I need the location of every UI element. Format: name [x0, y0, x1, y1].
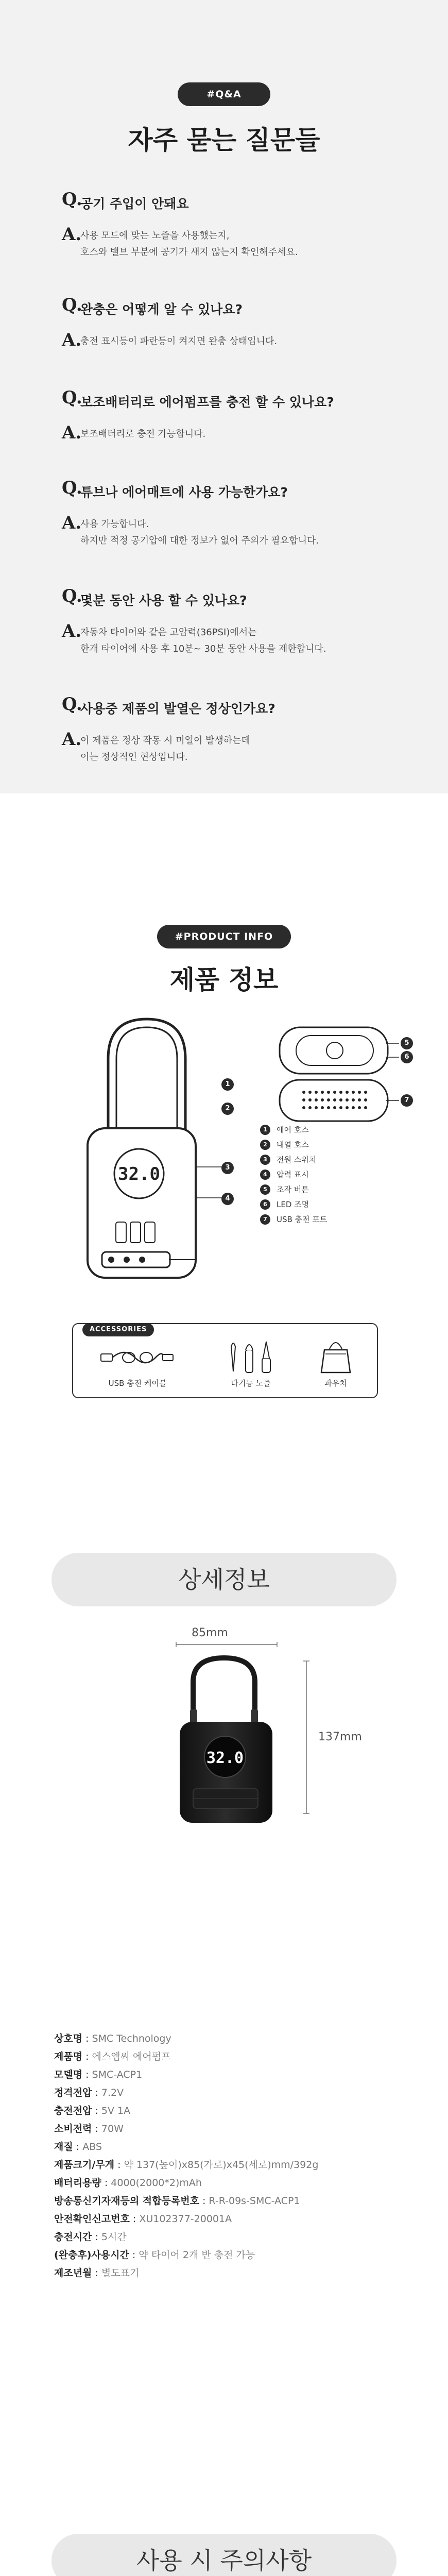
- callout-badge: 5: [401, 1037, 413, 1049]
- faq-answer: 이 제품은 정상 작동 시 미열이 발생하는데 이는 정상적인 현상입니다.: [80, 735, 250, 762]
- parts-legend-item: [260, 1152, 327, 1167]
- parts-legend-item: [260, 1137, 327, 1152]
- callout-badge: 2: [221, 1103, 234, 1115]
- part-number: 7: [260, 1214, 270, 1225]
- spec-row: 제품크기/무게 : 약 137(높이)x85(가로)x45(세로)mm/392g: [54, 2159, 319, 2171]
- faq-answer: 사용 가능합니다. 하지만 적정 공기압에 대한 정보가 없어 주의가 필요합니다.: [80, 519, 319, 546]
- faq-title: 자주 묻는 질문들: [128, 125, 320, 155]
- spec-row: 제품명 : 에스엠씨 에어펌프: [54, 2051, 171, 2062]
- spec-row: 제조년월 : 별도표기: [54, 2267, 140, 2279]
- faq-question: 공기 주입이 안돼요: [80, 196, 189, 211]
- question-mark: Q.: [62, 478, 82, 498]
- spec-key: 충전시간: [54, 2231, 92, 2243]
- nozzle-icon: [225, 1335, 277, 1376]
- spec-value: XU102377-20001A: [139, 2213, 232, 2225]
- spec-row: 안전확인신고번호 : XU102377-20001A: [54, 2213, 232, 2225]
- parts-legend-item: [260, 1182, 327, 1197]
- faq-answer: 보조배터리로 충전 가능합니다.: [80, 429, 206, 439]
- spec-key: 방송통신기자재등의 적합등록번호: [54, 2195, 199, 2207]
- answer-mark: A.: [62, 422, 82, 443]
- spec-value: 약 타이어 2개 반 충전 가능: [139, 2249, 255, 2261]
- spec-value: 7.2V: [101, 2087, 124, 2098]
- answer-mark: A.: [62, 513, 82, 533]
- photo-display-readout: 32.0: [206, 1749, 244, 1767]
- part-label: 에어 호스: [277, 1125, 309, 1134]
- answer-mark: A.: [62, 729, 82, 750]
- product-info-title: 제품 정보: [169, 965, 279, 995]
- spec-key: (완충후)사용시간: [54, 2249, 129, 2261]
- spec-key: 소비전력: [54, 2123, 92, 2134]
- spec-row: (완충후)사용시간 : 약 타이어 2개 반 충전 가능: [54, 2249, 255, 2261]
- spec-value: 5시간: [101, 2231, 127, 2243]
- faq-tag: #Q&A: [178, 82, 270, 106]
- width-dimension: 85mm: [192, 1626, 228, 1639]
- spec-value: 에스엠씨 에어펌프: [92, 2051, 171, 2062]
- spec-row: 충전전압 : 5V 1A: [54, 2105, 131, 2116]
- spec-key: 안전확인신고번호: [54, 2213, 130, 2225]
- part-label: USB 충전 포트: [277, 1215, 328, 1224]
- pouch-icon: [319, 1335, 352, 1376]
- part-number: 1: [260, 1125, 270, 1135]
- spec-key: 정격전압: [54, 2087, 92, 2098]
- caution-section-header: 사용 시 주의사항: [51, 2534, 397, 2576]
- parts-legend-item: [260, 1212, 327, 1227]
- faq-section: [0, 0, 448, 793]
- faq-answer: 충전 표시등이 파란등이 켜지면 완충 상태입니다.: [80, 336, 278, 347]
- product-info-tag: #PRODUCT INFO: [157, 925, 291, 948]
- spec-row: 배터리용량 : 4000(2000*2)mAh: [54, 2177, 202, 2189]
- accessories-box: [72, 1323, 378, 1398]
- faq-answer: 사용 모드에 맞는 노즐을 사용했는지, 호스와 밸브 부분에 공기가 새지 않는지 확인해주세요.: [80, 230, 298, 258]
- spec-row: 정격전압 : 7.2V: [54, 2087, 124, 2098]
- front-display-readout: 32.0: [118, 1164, 160, 1184]
- spec-row: 재질 : ABS: [54, 2141, 102, 2153]
- spec-value: SMC-ACP1: [92, 2069, 143, 2080]
- spec-key: 충전전압: [54, 2105, 92, 2116]
- question-mark: Q.: [62, 586, 82, 606]
- parts-legend-item: [260, 1167, 327, 1182]
- spec-key: 모델명: [54, 2069, 83, 2080]
- callout-badge: 6: [401, 1051, 413, 1063]
- part-number: 4: [260, 1170, 270, 1180]
- question-mark: Q.: [62, 189, 82, 210]
- callout-badge: 1: [221, 1078, 234, 1091]
- callout-badge: 4: [221, 1193, 234, 1205]
- spec-value: R-R-09s-SMC-ACP1: [209, 2195, 300, 2207]
- accessory-label-cable: USB 충전 케이블: [108, 1379, 167, 1388]
- faq-question: 사용중 제품의 발열은 정상인가요?: [80, 701, 275, 716]
- spec-value: SMC Technology: [92, 2033, 171, 2044]
- spec-key: 상호명: [54, 2033, 83, 2044]
- callout-badge: 3: [221, 1162, 234, 1174]
- detail-section-header: 상세정보: [51, 1553, 397, 1606]
- faq-item: [62, 296, 397, 350]
- product-illustration-front: [77, 1010, 242, 1283]
- answer-mark: A.: [62, 330, 82, 350]
- part-label: 전원 스위치: [277, 1155, 317, 1164]
- part-number: 3: [260, 1155, 270, 1165]
- spec-key: 재질: [54, 2141, 73, 2153]
- spec-value: 4000(2000*2)mAh: [111, 2177, 202, 2189]
- spec-row: 충전시간 : 5시간: [54, 2231, 127, 2243]
- faq-question: 튜브나 에어매트에 사용 가능한가요?: [80, 485, 288, 500]
- product-photo: [173, 1654, 281, 1824]
- faq-question: 완충은 어떻게 알 수 있나요?: [80, 302, 243, 317]
- faq-question: 보조배터리로 에어펌프를 충전 할 수 있나요?: [80, 395, 334, 410]
- spec-value: 약 137(높이)x85(가로)x45(세로)mm/392g: [124, 2159, 319, 2171]
- parts-legend: [260, 1122, 327, 1227]
- answer-mark: A.: [62, 224, 82, 245]
- spec-row: 상호명 : SMC Technology: [54, 2033, 171, 2044]
- spec-row: 모델명 : SMC-ACP1: [54, 2069, 143, 2080]
- part-label: LED 조명: [277, 1200, 309, 1209]
- question-mark: Q.: [62, 387, 82, 408]
- product-illustration-side: [275, 1025, 402, 1123]
- spec-key: 제품명: [54, 2051, 83, 2062]
- spec-value: 5V 1A: [101, 2105, 131, 2116]
- part-label: 조작 버튼: [277, 1185, 309, 1194]
- part-number: 6: [260, 1199, 270, 1210]
- faq-item: [62, 389, 397, 443]
- spec-key: 배터리용량: [54, 2177, 101, 2189]
- spec-row: 방송통신기자재등의 적합등록번호 : R-R-09s-SMC-ACP1: [54, 2195, 300, 2207]
- faq-item: [62, 587, 397, 657]
- faq-item: [62, 696, 397, 766]
- width-dimension-line: [175, 1641, 278, 1648]
- accessory-label-nozzle: 다기능 노즐: [231, 1379, 271, 1388]
- parts-legend-item: [260, 1197, 327, 1212]
- faq-item: [62, 191, 397, 261]
- accessory-label-pouch: 파우치: [324, 1379, 347, 1388]
- height-dimension-line: [301, 1660, 312, 1815]
- spec-value: 별도표기: [101, 2267, 140, 2279]
- part-label: 내열 호스: [277, 1140, 309, 1149]
- faq-question: 몇분 동안 사용 할 수 있나요?: [80, 593, 247, 608]
- spec-list: [54, 2030, 404, 2282]
- accessories-tag: ACCESSORIES: [82, 1323, 154, 1336]
- faq-answer: 자동차 타이어와 같은 고압력(36PSI)에서는 한개 타이어에 사용 후 10분~ 30분 동안 사용을 제한합니다.: [80, 627, 326, 654]
- question-mark: Q.: [62, 694, 82, 715]
- question-mark: Q.: [62, 295, 82, 315]
- faq-item: [62, 479, 397, 549]
- part-label: 압력 표시: [277, 1170, 309, 1179]
- spec-row: 소비전력 : 70W: [54, 2123, 124, 2134]
- spec-key: 제품크기/무게: [54, 2159, 115, 2171]
- answer-mark: A.: [62, 621, 82, 641]
- part-number: 5: [260, 1184, 270, 1195]
- callout-badge: 7: [401, 1094, 413, 1107]
- parts-legend-item: [260, 1122, 327, 1137]
- spec-key: 제조년월: [54, 2267, 92, 2279]
- usb-cable-icon: [99, 1345, 176, 1370]
- part-number: 2: [260, 1140, 270, 1150]
- spec-value: ABS: [82, 2141, 102, 2153]
- spec-value: 70W: [101, 2123, 124, 2134]
- height-dimension: 137mm: [318, 1731, 362, 1743]
